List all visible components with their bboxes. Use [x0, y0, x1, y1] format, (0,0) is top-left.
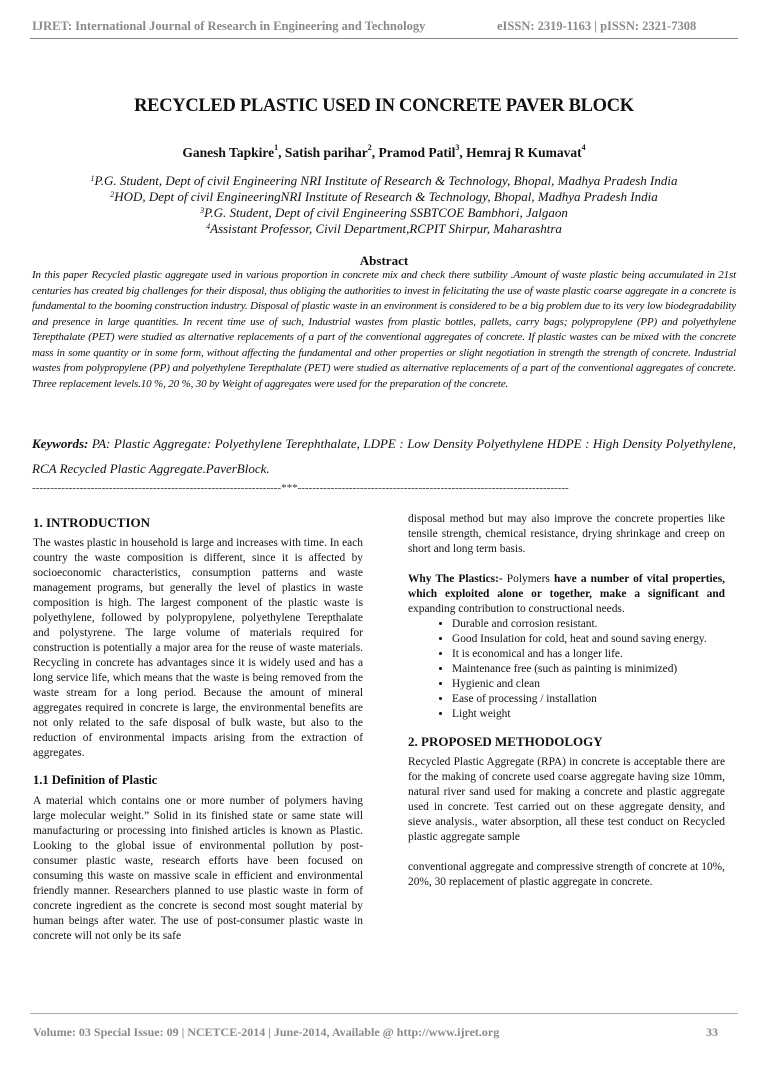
why-label: Why The Plastics:- — [408, 573, 503, 585]
list-item: • It is economical and has a longer life. — [452, 647, 725, 662]
intro-heading: 1. INTRODUCTION — [33, 515, 151, 530]
list-item: • Light weight — [452, 707, 725, 722]
page-number: 33 — [706, 1025, 718, 1039]
aff-text: P.G. Student, Dept of civil Engineering NRI Institute of Research & Technology, Bhopal, Madhya Pradesh India — [94, 173, 678, 188]
footer-rule — [30, 1013, 738, 1014]
aff-sup: 1 — [90, 174, 95, 183]
keywords-label: Keywords: — [32, 436, 89, 451]
author-sup: 1 — [274, 143, 279, 152]
authors: Ganesh Tapkire$^1$, Satish parihar$^2$, Pramod Patil$^3$, Hemraj R Kumavat$^4$ — [182, 143, 586, 160]
aff-text: Assistant Professor, Civil Department,RCPIT Shirpur, Maharashtra — [210, 221, 562, 236]
author-sup: 3 — [455, 143, 460, 152]
aff-text: P.G. Student, Dept of civil Engineering SSBTCOE Bambhori, Jalgaon — [204, 205, 568, 220]
list-item: • Good Insulation for cold, heat and sound saving energy. — [452, 632, 725, 647]
separator: --------------------------------------------------------------------***-------------------------------------------------------------------------- — [32, 482, 569, 494]
keywords — [32, 431, 736, 481]
methodology-text: Recycled Plastic Aggregate (RPA) in concrete is acceptable there are for the making of concrete used coarse aggregate having size 10mm, natural river sand used for making a concrete and plastic aggregate used in concrete. Test carried out on these aggregate density, and sieve analysis., water absorption, all these test conduct on Recycled plastic aggregate sample — [408, 756, 725, 843]
affiliation — [0, 205, 768, 221]
left-column — [33, 515, 363, 944]
aff-sup: 4 — [206, 222, 211, 231]
author: Ganesh Tapkire — [182, 145, 275, 160]
affiliation — [0, 189, 768, 205]
list-item: • Maintenance free (such as painting is minimized) — [452, 662, 725, 677]
abstract-heading: Abstract — [359, 253, 409, 268]
continuation-text: disposal method but may also improve the concrete properties like tensile strength, chemical resistance, drying shrinkage and creep on short and long term basis. — [408, 513, 725, 555]
why-plastics — [408, 572, 725, 617]
methodology-heading: 2. PROPOSED METHODOLOGY — [408, 734, 603, 749]
author: Pramod Patil — [378, 145, 456, 160]
list-item: • Ease of processing / installation — [452, 692, 725, 707]
definition-text: A material which contains one or more number of polymers having large molecular weight.” Solid in its finished state or same state will manufacturing or processing into finished articles is known as Plastic. Looking to the global issue of environmental pollution by post-consumer plastic waste, research efforts have been focused on consuming this waste on massive scale in efficient and environmental friendly manner. Researchers planned to use plastic waste in form of concrete ingredient as the concrete is second most sought material by human beings after water. The use of post-consumer plastic waste in concrete will not only be its safe — [33, 795, 363, 942]
abstract-text: In this paper Recycled plastic aggregate used in various proportion in concrete mix and check there sutbility .Amount of waste plastic being accumulated in 21st centuries has created big challenges for their disposal, thus obliging the authorities to invest in felicitating the use of waste plastic coarse aggregate in a concrete is fundamental to the booming construction industry. Disposal of plastic waste in an environment is considered to be a big problem due to its very low biodegradability and presence in large quantities. In recent time use of such, Industrial wastes from plastic bottles, pallets, carry bags; polypropylene (PP) and polyethylene Terepthalate (PET) were studied as alternative replacements of a part of the conventional aggregates of concrete. If plastic wastes can be mixed with the concrete mass in some quantity or in some form, without affecting the fundamental and other properties or slight negotiation in strength the strength of concrete. Industrial wastes from polypropylene (PP) and polyethylene Terepthalate (PET) were studied as alternative replacements of a part of the conventional aggregates of concrete. Three replacement levels.10 %, 20 %, 30 by Weight of aggregates were used for the preparation of the concrete. — [32, 269, 736, 390]
aff-text: HOD, Dept of civil EngineeringNRI Institute of Research & Technology, Bhopal, Madhya Pradesh India — [114, 189, 658, 204]
list-item: • Durable and corrosion resistant. — [452, 617, 725, 632]
affiliation — [0, 173, 768, 189]
journal-header: IJRET: International Journal of Research in Engineering and Technology — [32, 19, 426, 33]
intro-text: The wastes plastic in household is large and increases with time. In each country the waste composition is different, since it is affected by socioeconomic characteristics, consumption patterns and waste management programs, but generally the level of plastics in waste composition is high. The largest component of the plastic waste is polyethylene, followed by polypropylene, polyethylene Terepthalate and polystyrene. The large volume of materials required for construction is potentially a major area for the reuse of waste materials. Recycling in concrete has advantages since it is widely used and has a long service life, which means that the waste is being removed from the waste stream for a long period. Because the amount of mineral aggregates required in concrete is large, the environmental benefits are not only related to the safe disposal of bulk waste, but also to the reduction of environmental impacts arising from the extraction of aggregates. — [33, 537, 363, 759]
affiliation — [0, 221, 768, 237]
issn-header: eISSN: 2319-1163 | pISSN: 2321-7308 — [497, 19, 697, 33]
paper-title: RECYCLED PLASTIC USED IN CONCRETE PAVER BLOCK — [134, 96, 634, 116]
author-sup: 4 — [581, 143, 586, 152]
why-text: expanding contribution to constructional needs. — [408, 603, 625, 615]
properties-list — [408, 617, 725, 722]
right-column — [408, 512, 725, 890]
list-item: • Hygienic and clean — [452, 677, 725, 692]
aff-sup: 2 — [110, 190, 115, 199]
header-rule — [30, 38, 738, 39]
author-sup: 2 — [367, 143, 372, 152]
why-bold: have a number of vital properties, which exploited alone or together, make a significant and — [408, 573, 725, 600]
aff-sup: 3 — [200, 206, 205, 215]
keywords-text: PA: Plastic Aggregate: Polyethylene Terephthalate, LDPE : Low Density Polyethylene HDPE : High Density Polyethylene, RCA Recycled Plastic Aggregate.PaverBlock. — [32, 436, 736, 476]
author: Hemraj R Kumavat — [466, 145, 582, 160]
author: Satish parihar — [284, 145, 368, 160]
definition-heading: 1.1 Definition of Plastic — [33, 773, 158, 787]
why-text: Polymers — [502, 573, 554, 585]
methodology-text-2: conventional aggregate and compressive strength of concrete at 10%, 20%, 30 replacement of plastic aggregate in concrete. — [408, 861, 725, 888]
footer-text: Volume: 03 Special Issue: 09 | NCETCE-2014 | June-2014, Available @ http://www.ijret.org — [33, 1025, 500, 1039]
